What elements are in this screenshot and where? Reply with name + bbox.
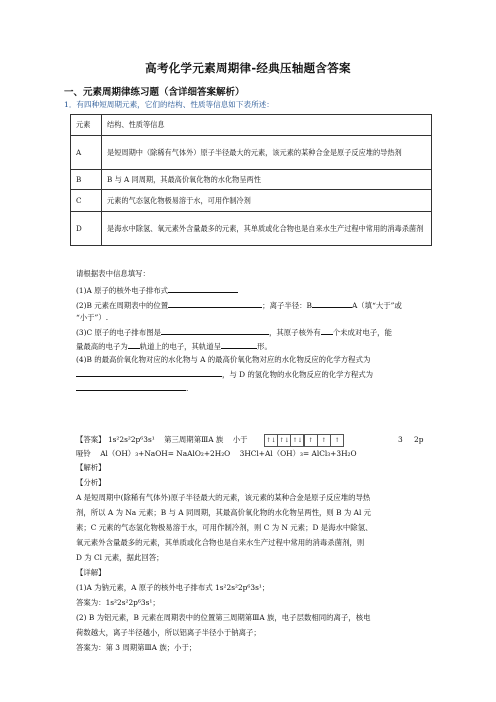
answer-line-2 bbox=[76, 448, 357, 459]
question-4-cont bbox=[76, 368, 373, 380]
detail-answer: 答案为：1s²2s²2p⁶3s¹； bbox=[76, 598, 160, 607]
table-cell-value: 元素的气态氢化物极易溶于水，可用作制冷剂 bbox=[102, 190, 432, 212]
answer-orbital: 2p bbox=[414, 435, 424, 444]
question-3-cont bbox=[76, 340, 272, 352]
table-row bbox=[71, 212, 432, 246]
answer-label: 【答案】 bbox=[76, 435, 106, 444]
question-3 bbox=[76, 326, 392, 338]
question-3-text: (3)C 原子的电子排布图是 bbox=[76, 328, 161, 337]
question-2-text: (2)B 元素在周期表中的位置 bbox=[76, 301, 169, 310]
question-intro: 1．有四种短周期元素，它们的结构、性质等信息如下表所述： bbox=[64, 100, 274, 109]
answer-blank bbox=[168, 299, 262, 308]
answer-blank bbox=[168, 284, 238, 293]
detail-paragraph: 荷数越大，离子半径越小，所以铝离子半径小于钠离子； bbox=[76, 628, 261, 637]
table-row bbox=[71, 170, 432, 190]
analysis-paragraph: 剂，所以 A 为 Na 元素；B 与 A 同周期，其最高价氧化物的水化物呈两性，则 B 为 Al 元 bbox=[76, 508, 372, 517]
section-heading: 一、元素周期律练习题（含详细答案解析） bbox=[64, 87, 245, 98]
answer-eq2: 3HCl+Al（OH）₃= AlCl₃+3H₂O bbox=[239, 449, 357, 458]
questions-lead: 请根据表中信息填写： bbox=[76, 269, 150, 278]
answer-blank bbox=[321, 326, 333, 335]
question-2-text: ；离子半径：B bbox=[262, 301, 312, 310]
orbital-box: ↑↓ bbox=[290, 434, 304, 447]
answer-shape: 哑铃 bbox=[76, 449, 91, 458]
orbital-diagram bbox=[264, 434, 343, 446]
orbital-box: ↑ bbox=[330, 434, 344, 447]
answer-blank bbox=[312, 299, 352, 308]
analysis-tag: 【分析】 bbox=[76, 478, 106, 487]
answer-blank bbox=[76, 382, 186, 391]
question-3-text: 个未成对电子，能 bbox=[332, 328, 392, 337]
table-cell-value: B 与 A 同周期，其最高价氧化物的水化物呈两性 bbox=[102, 170, 432, 190]
answer-unpaired: 3 bbox=[398, 435, 403, 444]
orbital-box: ↑ bbox=[304, 434, 318, 447]
analysis-tag: 【解析】 bbox=[76, 463, 106, 472]
question-1-text: (1)A 原子的核外电子排布式 bbox=[76, 286, 169, 295]
detail-answer: 答案为：第 3 周期第ⅢA 族；小于； bbox=[76, 643, 197, 652]
element-info-table bbox=[70, 114, 432, 246]
question-2-text: A（填“大于”或 bbox=[351, 301, 402, 310]
question-4-text: ，与 D 的氢化物的水化物反应的化学方程式为 bbox=[222, 370, 374, 379]
question-2 bbox=[76, 299, 402, 311]
analysis-tag: 【详解】 bbox=[76, 568, 106, 577]
question-3-text: ，其原子核外有 bbox=[269, 328, 321, 337]
analysis-paragraph: A 是短周期中(除稀有气体外)原子半径最大的元素，该元素的某种合金是原子反应堆的导热 bbox=[76, 493, 371, 502]
answer-config: 1s²2s²2p⁶3s¹ bbox=[107, 435, 155, 444]
table-row bbox=[71, 136, 432, 170]
table-cell-key: B bbox=[71, 170, 102, 190]
question-2-cont: “小于”）. bbox=[76, 313, 109, 322]
detail-paragraph: (2) B 为铝元素，B 元素在周期表中的位置第三周期第ⅢA 族，电子层数相同的离子，核电 bbox=[76, 613, 371, 622]
answer-line bbox=[76, 434, 248, 445]
question-4: (4)B 的最高价氧化物对应的水化物与 A 的最高价氧化物对应的水化物反应的化学方程式为 bbox=[76, 355, 371, 364]
question-3-text: 量最高的电子为 bbox=[76, 342, 128, 351]
answer-position: 第三周期第ⅢA 族 bbox=[164, 435, 224, 444]
question-4-cont: . bbox=[76, 382, 188, 394]
table-cell-value: 是海水中除氢、氧元素外含量最多的元素，其单质或化合物也是自来水生产过程中常用的消毒杀菌剂 bbox=[102, 212, 432, 246]
orbital-box: ↑↓ bbox=[277, 434, 291, 447]
question-3-text: 轨道上的电子，其轨道呈 bbox=[139, 342, 222, 351]
question-3-text: 形。 bbox=[257, 342, 272, 351]
analysis-paragraph: D 为 Cl 元素，据此回答； bbox=[76, 553, 164, 562]
analysis-paragraph: 素；C 元素的气态氢化物极易溶于水，可用作制冷剂，则 C 为 N 元素；D 是海水中除氢、 bbox=[76, 523, 373, 532]
orbital-box: ↑↓ bbox=[264, 434, 278, 447]
table-cell-key: C bbox=[71, 190, 102, 212]
table-header-row bbox=[71, 115, 432, 136]
answer-blank bbox=[128, 340, 140, 349]
table-cell-key: D bbox=[71, 212, 102, 246]
answer-size: 小于 bbox=[232, 435, 248, 444]
answer-blank bbox=[221, 340, 257, 349]
answer-eq1: Al（OH）₃+NaOH= NaAlO₂+2H₂O bbox=[100, 449, 231, 458]
question-1 bbox=[76, 284, 238, 296]
orbital-box: ↑ bbox=[317, 434, 331, 447]
table-row bbox=[71, 190, 432, 212]
table-header-cell: 结构、性质等信息 bbox=[102, 115, 432, 136]
detail-paragraph: (1)A 为钠元素，A 原子的核外电子排布式 1s²2s²2p⁶3s¹； bbox=[76, 583, 270, 592]
table-header-cell: 元素 bbox=[71, 115, 102, 136]
answer-blank bbox=[76, 368, 222, 377]
answer-blank bbox=[161, 326, 269, 335]
page-title: 高考化学元素周期律-经典压轴题含答案 bbox=[145, 61, 351, 75]
analysis-paragraph: 氧元素外含量最多的元素，其单质或化合物也是自来水生产过程中常用的消毒杀菌剂，则 bbox=[76, 538, 365, 547]
table-cell-value: 是短周期中（除稀有气体外）原子半径最大的元素，该元素的某种合金是原子反应堆的导热剂 bbox=[102, 136, 432, 170]
table-cell-key: A bbox=[71, 136, 102, 170]
